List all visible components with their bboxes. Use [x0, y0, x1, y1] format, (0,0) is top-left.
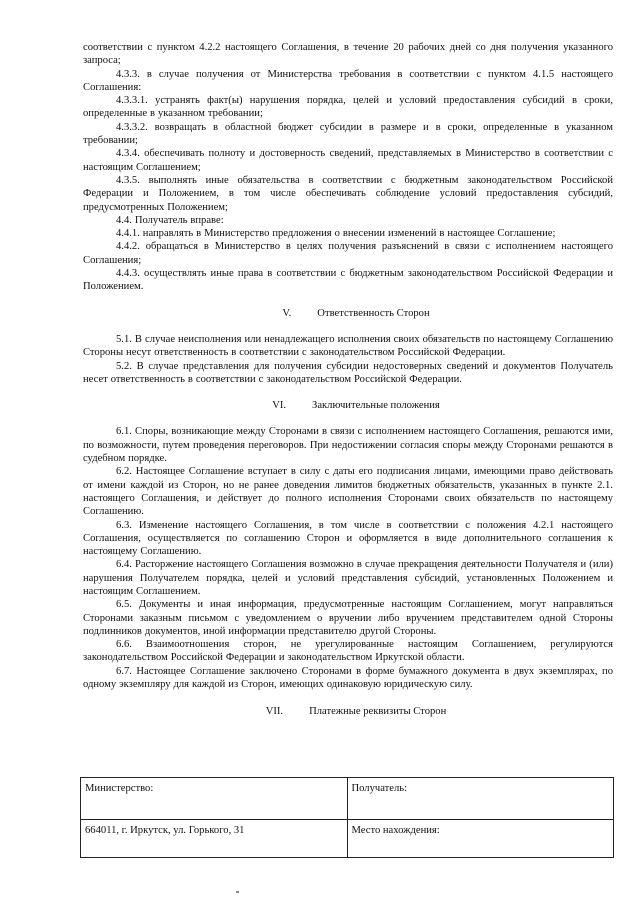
recipient-label-cell: Получатель:: [347, 778, 614, 820]
paragraph-4-4-1: 4.4.1. направлять в Министерство предложения о внесении изменений в настоящее Соглашение;: [116, 228, 556, 240]
section-7-number: VII.: [265, 706, 284, 718]
paragraph-4-4-2: 4.4.2. обращаться в Министерство в целях получения разъяснений в связи с исполнением настоящего Соглашения;: [83, 241, 613, 266]
paragraph-4-3-4: 4.3.4. обеспечивать полноту и достоверность сведений, представляемых в Министерство в соответствии с настоящим Соглашением;: [83, 148, 613, 173]
paragraph-6-4: 6.4. Расторжение настоящего Соглашения возможно в случае прекращения деятельности Получателя и (или) нарушения Получателем порядка, целей и условий представления субсидий, установленных Положением и настоящим Соглашением.: [83, 559, 613, 597]
document-body: [83, 41, 613, 733]
scan-speck: [236, 891, 239, 893]
table-row: [81, 778, 614, 820]
paragraph-4-3-5: 4.3.5. выполнять иные обязательства в соответствии с бюджетным законодательством Российской Федерации и Положением, в том числе обеспечивать соблюдение условий предоставления субсидий, предусмотренных Положением;: [83, 174, 613, 213]
paragraph-6-3: 6.3. Изменение настоящего Соглашения, в том числе в соответствии с положения 4.2.1 настоящего Соглашения, осуществляется по соглашению Сторон и оформляется в виде дополнительного соглашения к настоящему Соглашению.: [83, 519, 613, 558]
paragraph-4-3-3-2: 4.3.3.2. возвращать в областной бюджет субсидии в размере и в сроки, определенные в указанном требовании;: [83, 121, 613, 147]
table-row: [81, 820, 614, 858]
recipient-location-cell: Место нахождения:: [347, 820, 614, 858]
paragraph-4-3-3: 4.3.3. в случае получения от Министерства требования в соответствии с пунктом 4.1.5 настоящего Соглашения:: [83, 68, 613, 93]
paragraph-6-6: 6.6. Взаимоотношения сторон, не урегулированные настоящим Соглашением, регулируются законодательством Российской Федерации и законодательством Иркутской области.: [83, 639, 613, 664]
section-7-title: Платежные реквизиты Сторон: [309, 706, 447, 718]
paragraph-6-7: 6.7. Настоящее Соглашение заключено Сторонами в форме бумажного документа в двух экземплярах, по одному экземпляру для каждой из Сторон, имеющих одинаковую юридическую силу.: [83, 665, 613, 691]
paragraph-5-1: 5.1. В случае неисполнения или ненадлежащего исполнения своих обязательств по настоящему Соглашению Стороны несут ответственность в соответствии с законодательством Российской Федерации.: [83, 333, 613, 359]
section-6-title: Заключительные положения: [312, 400, 440, 412]
paragraph-5-2: 5.2. В случае представления для получения субсидии недостоверных сведений и документов Получатель несет ответственность в соответствии с законодательством Российской Федерации.: [83, 360, 613, 385]
paragraph-4-4-3: 4.4.3. осуществлять иные права в соответствии с бюджетным законодательством Российской Федерации и Положением.: [83, 268, 613, 293]
section-7-heading: [83, 705, 613, 718]
paragraph-6-2: 6.2. Настоящее Соглашение вступает в силу с даты его подписания лицами, имеющими право действовать от имени каждой из Сторон, но не ранее доведения лимитов бюджетных обязательств, указанных в пункте 2.1. настоящего Соглашения, и действует до полного исполнения Сторонами своих обязательств по настоящему Соглашению.: [83, 466, 613, 518]
ministry-label-cell: Министерство:: [81, 778, 348, 820]
section-6-heading: [83, 399, 613, 412]
section-6-number: VI.: [272, 400, 287, 412]
paragraph-6-5: 6.5. Документы и иная информация, предусмотренные настоящим Соглашением, могут направляться Сторонами заказным письмом с уведомлением о вручении либо вручением представителем одной Стороны подлинников документов, иной информации представителю другой Стороны.: [83, 599, 613, 637]
paragraph-continuation: соответствии с пунктом 4.2.2 настоящего Соглашения, в течение 20 рабочих дней со дня получения указанного запроса;: [83, 42, 613, 67]
paragraph-4-4: 4.4. Получатель вправе:: [116, 214, 224, 226]
section-5-heading: [83, 307, 613, 320]
paragraph-4-3-3-1: 4.3.3.1. устранять факт(ы) нарушения порядка, целей и условий предоставления субсидий в сроки, определенные в указанном требовании;: [83, 95, 613, 120]
paragraph-6-1: 6.1. Споры, возникающие между Сторонами в связи с исполнением настоящего Соглашения, решаются ими, по возможности, путем проведения переговоров. При недостижении согласия споры между Сторонами решаются в судебном порядке.: [83, 426, 613, 465]
section-5-title: Ответственность Сторон: [317, 307, 430, 319]
requisites-table: [80, 777, 614, 858]
ministry-address-cell: 664011, г. Иркутск, ул. Горького, 31: [81, 820, 348, 858]
section-5-number: V.: [282, 307, 292, 319]
